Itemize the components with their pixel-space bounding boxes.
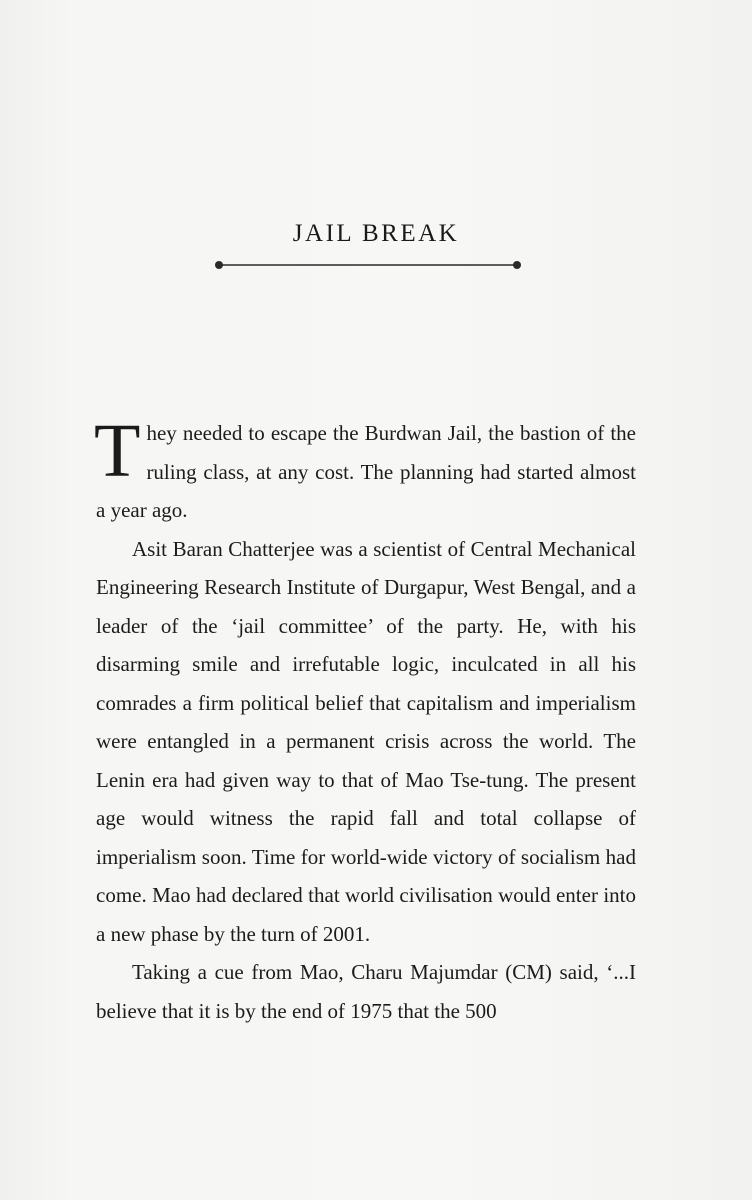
paragraph-1 <box>94 409 636 530</box>
chapter-title: JAIL BREAK <box>292 220 460 247</box>
drop-cap: T <box>94 409 141 493</box>
paragraph-1-text: hey needed to escape the Burdwan Jail, the bastion of the ruling class, at any cost. The planning had started almost a year ago. <box>96 421 636 522</box>
body-text <box>94 409 636 1030</box>
paragraph-3: Taking a cue from Mao, Charu Majumdar (CM) said, ‘...I believe that it is by the end of 1975 that the 500 <box>96 960 636 1023</box>
paragraph-2: Asit Baran Chatterjee was a scientist of Central Mechanical Engineering Research Institute of Durgapur, West Bengal, and a leader of the ‘jail committee’ of the party. He, with his disarming smile and irrefutable logic, inculcated in all his comrades a firm political belief that capitalism and imperialism were entangled in a permanent crisis across the world. The Lenin era had given way to that of Mao Tse-tung. The present age would witness the rapid fall and total collapse of imperialism soon. Time for world-wide victory of socialism had come. Mao had declared that world civilisation would enter into a new phase by the turn of 2001. <box>96 536 636 946</box>
title-rule-ornament <box>214 258 522 272</box>
